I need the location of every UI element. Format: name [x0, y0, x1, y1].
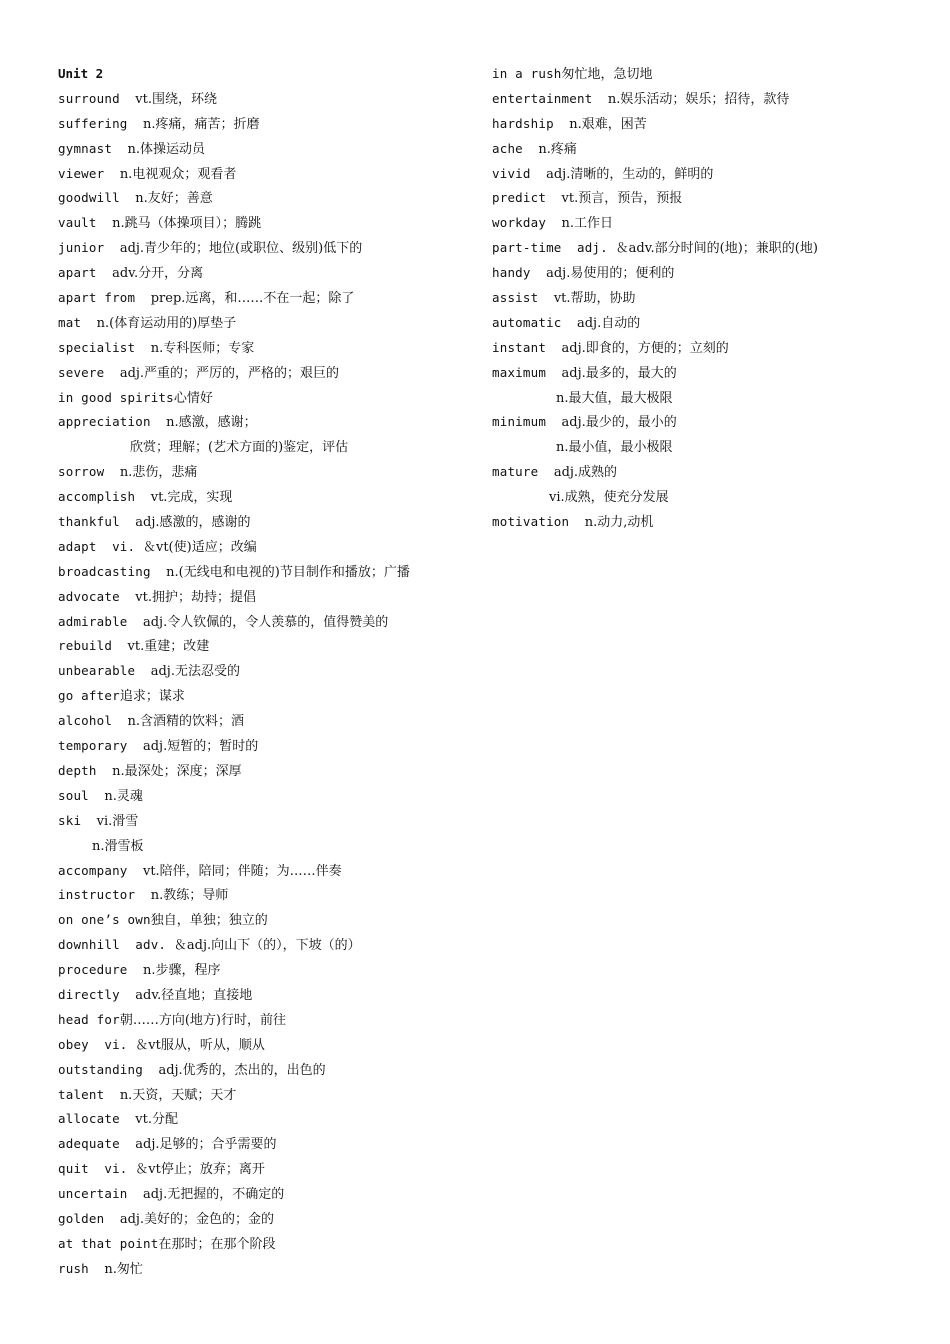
vocab-word: golden	[58, 1210, 120, 1226]
vocab-definition: adj.感激的，感谢的	[135, 515, 251, 531]
vocab-entry	[58, 759, 478, 784]
vocab-entry	[492, 435, 932, 460]
vocab-word: thankful	[58, 514, 136, 530]
vocab-definition: n.含酒精的饮料；酒	[127, 714, 245, 730]
vocab-word: vault	[58, 215, 113, 231]
vocab-definition: adj.严重的；严厉的，严格的；艰巨的	[119, 365, 340, 381]
vocab-entry	[58, 535, 478, 560]
vocab-word: advocate	[58, 588, 136, 604]
vocab-definition: vt.帮助，协助	[553, 291, 636, 307]
vocab-definition: vt.分配	[135, 1112, 178, 1128]
vocab-definition: adj.清晰的，生动的，鲜明的	[546, 166, 714, 182]
vocab-entry	[492, 361, 932, 386]
vocab-entry	[492, 62, 932, 87]
vocab-definition: vi.成熟，使充分发展	[549, 490, 669, 506]
vocab-definition: n.滑雪板	[92, 838, 144, 854]
vocab-word: downhill adv.	[58, 937, 174, 953]
vocab-entry	[58, 634, 478, 659]
vocab-word: viewer	[58, 165, 120, 181]
vocab-definition: n.工作日	[561, 216, 614, 232]
vocab-definition: n.友好；善意	[135, 191, 213, 207]
vocab-word: suffering	[58, 115, 143, 131]
vocab-word: adapt vi.	[58, 538, 143, 554]
vocab-entry	[58, 1107, 478, 1132]
vocab-definition: n.灵魂	[104, 788, 143, 804]
vocab-definition: n.感激，感谢；	[166, 415, 257, 431]
unit-title: Unit 2	[58, 66, 104, 81]
vocab-entry	[58, 137, 478, 162]
vocab-definition: 匆忙地，急切地	[561, 67, 653, 82]
vocab-word: alcohol	[58, 713, 128, 729]
vocab-entry	[58, 1008, 478, 1033]
vocab-word: instant	[492, 339, 562, 355]
vocab-word: surround	[58, 90, 136, 106]
vocab-entry	[58, 834, 478, 859]
vocab-definition: adj.最多的，最大的	[561, 365, 677, 381]
vocab-word: instructor	[58, 887, 151, 903]
vocab-entry	[58, 460, 478, 485]
vocab-entry	[492, 112, 932, 137]
vocab-entry	[58, 236, 478, 261]
vocab-entry	[58, 933, 478, 958]
vocab-word: gymnast	[58, 140, 128, 156]
vocab-word: predict	[492, 190, 562, 206]
vocab-entry	[58, 610, 478, 635]
vocab-entry	[492, 386, 932, 411]
vocab-definition: adj.无把握的，不确定的	[142, 1187, 285, 1203]
left-column	[58, 62, 478, 1282]
vocab-definition: adj.短暂的；暂时的	[142, 739, 259, 755]
vocab-word: severe	[58, 364, 120, 380]
vocab-entry	[58, 186, 478, 211]
vocab-word: accompany	[58, 862, 143, 878]
vocab-word: rebuild	[58, 638, 128, 654]
vocab-definition: n.最小值，最小极限	[556, 440, 673, 456]
vocab-entry	[58, 684, 478, 709]
vocab-definition: adv.径直地；直接地	[135, 987, 253, 1003]
vocab-definition: 追求；谋求	[119, 689, 185, 705]
vocab-definition: 在那时；在那个阶段	[158, 1236, 276, 1252]
vocab-definition: adj.令人钦佩的，令人羡慕的，值得赞美的	[142, 614, 389, 630]
vocab-word: workday	[492, 215, 562, 231]
vocab-word: depth	[58, 762, 113, 778]
vocab-definition: adj.无法忍受的	[150, 664, 240, 680]
vocab-definition: n.电视观众；观看者	[119, 166, 237, 182]
vocab-word: minimum	[492, 414, 562, 430]
vocab-definition: n.疼痛，痛苦；折磨	[142, 116, 260, 132]
vocab-entry	[492, 162, 932, 187]
vocab-entry	[492, 510, 932, 535]
vocab-definition: n.天资，天赋；天才	[119, 1087, 237, 1103]
vocab-word: accomplish	[58, 489, 151, 505]
vocab-definition: n.匆忙	[104, 1261, 143, 1277]
vocab-word: appreciation	[58, 414, 167, 430]
vocab-word: ski	[58, 812, 97, 828]
vocab-entry	[492, 336, 932, 361]
vocab-definition: n.动力,动机	[584, 515, 654, 531]
vocab-entry	[58, 386, 478, 411]
vocab-entry	[492, 460, 932, 485]
vocab-word: part-time adj.	[492, 240, 616, 256]
vocab-definition: vt.围绕，环绕	[135, 91, 217, 107]
vocab-entry	[492, 87, 932, 112]
vocab-word: outstanding	[58, 1061, 159, 1077]
vocab-entry	[58, 1083, 478, 1108]
vocab-definition: prep.远离，和……不在一起；除了	[150, 291, 355, 307]
vocab-definition: vi.滑雪	[96, 813, 139, 829]
vocab-word: apart from	[58, 290, 151, 306]
vocab-word: in good spirits	[58, 389, 174, 405]
vocab-definition: ＆vt停止；放弃；离开	[135, 1162, 265, 1178]
vocab-definition: ＆adv.部分时间的(地)；兼职的(地)	[615, 241, 818, 257]
vocab-definition: adj.成熟的	[553, 465, 618, 481]
vocab-word: entertainment	[492, 90, 608, 106]
vocab-entry	[58, 709, 478, 734]
vocab-word: go after	[58, 688, 120, 704]
vocab-word: sorrow	[58, 464, 120, 480]
vocab-definition: n.疼痛	[538, 141, 577, 157]
vocab-word: maximum	[492, 364, 562, 380]
vocab-entry	[58, 1182, 478, 1207]
vocab-entry	[58, 336, 478, 361]
vocab-word: vivid	[492, 165, 547, 181]
vocab-word: on one’s own	[58, 912, 151, 928]
vocab-entry	[58, 261, 478, 286]
vocab-definition: vt.重建；改建	[127, 639, 210, 655]
vocab-entry	[58, 361, 478, 386]
vocab-word: head for	[58, 1011, 120, 1027]
vocab-word: unbearable	[58, 663, 151, 679]
vocab-definition: adj.易使用的；便利的	[546, 266, 675, 282]
vocab-word: rush	[58, 1260, 105, 1276]
vocab-entry	[58, 859, 478, 884]
vocab-word: directly	[58, 986, 136, 1002]
vocab-word: at that point	[58, 1235, 159, 1251]
vocab-word: uncertain	[58, 1186, 143, 1202]
vocab-word: broadcasting	[58, 563, 167, 579]
vocab-entry	[492, 137, 932, 162]
vocab-entry	[58, 983, 478, 1008]
vocab-definition: adj.即食的，方便的；立刻的	[561, 340, 729, 356]
vocab-definition: n.步骤，程序	[142, 963, 221, 979]
vocab-definition: n.体操运动员	[127, 141, 206, 157]
vocab-entry	[58, 1232, 478, 1257]
vocab-word: apart	[58, 265, 113, 281]
vocab-entry	[58, 659, 478, 684]
vocab-definition: n.(体育运动用的)厚垫子	[96, 315, 237, 331]
vocab-word: assist	[492, 290, 554, 306]
vocab-entry	[492, 186, 932, 211]
vocab-entry	[58, 734, 478, 759]
right-column	[492, 62, 932, 535]
vocab-definition: ＆vt服从，听从，顺从	[135, 1037, 265, 1053]
vocab-word: handy	[492, 265, 547, 281]
vocab-entry	[58, 908, 478, 933]
vocab-word: soul	[58, 787, 105, 803]
vocab-word: obey vi.	[58, 1036, 136, 1052]
vocab-definition: ＆adj.向山下（的），下坡（的）	[173, 938, 361, 954]
vocab-word: allocate	[58, 1111, 136, 1127]
vocab-definition: 独自，单独；独立的	[150, 913, 268, 929]
vocab-definition: 心情好	[173, 390, 213, 406]
vocab-definition: n.专科医师；专家	[150, 340, 255, 356]
vocab-definition: vt.拥护；劫持；提倡	[135, 589, 256, 605]
vocab-definition: adj.最少的，最小的	[561, 415, 677, 431]
vocab-definition: ＆vt(使)适应；改编	[142, 539, 257, 555]
vocab-definition: n.(无线电和电视的)节目制作和播放；广播	[166, 564, 410, 580]
vocab-definition: n.最深处；深度；深厚	[112, 763, 242, 779]
vocab-word: hardship	[492, 115, 570, 131]
vocab-definition: 欣赏；理解；(艺术方面的)鉴定，评估	[130, 440, 349, 456]
vocab-word: temporary	[58, 738, 143, 754]
vocab-entry	[58, 112, 478, 137]
vocab-definition: adj.优秀的，杰出的，出色的	[158, 1062, 326, 1078]
vocab-entry	[58, 311, 478, 336]
vocab-entry	[58, 1033, 478, 1058]
vocab-entry	[492, 211, 932, 236]
vocab-entry	[58, 784, 478, 809]
vocab-entry	[58, 410, 478, 435]
vocab-entry	[58, 286, 478, 311]
vocab-word: procedure	[58, 962, 143, 978]
vocab-entry	[58, 809, 478, 834]
vocab-word: talent	[58, 1086, 120, 1102]
vocab-entry	[492, 236, 932, 261]
vocab-entry	[58, 162, 478, 187]
vocab-word: motivation	[492, 514, 585, 530]
vocab-definition: 朝……方向(地方)行时，前往	[119, 1012, 286, 1028]
vocab-word: mat	[58, 314, 97, 330]
vocab-word: ache	[492, 140, 539, 156]
vocab-word: automatic	[492, 314, 577, 330]
vocab-definition: n.跳马（体操项目）；腾跳	[112, 216, 262, 232]
vocab-definition: adj.自动的	[576, 315, 641, 331]
vocab-definition: n.艰难，困苦	[569, 116, 647, 132]
vocab-definition: vt.预言，预告，预报	[561, 191, 683, 207]
vocab-entry	[492, 485, 932, 510]
vocab-definition: adj.青少年的；地位(或职位、级别)低下的	[119, 241, 363, 257]
vocab-entry	[492, 311, 932, 336]
vocab-entry	[58, 1058, 478, 1083]
vocab-definition: adj.足够的；合乎需要的	[135, 1137, 277, 1153]
vocab-definition: adv.分开，分离	[112, 266, 204, 282]
vocab-entry	[58, 510, 478, 535]
vocab-definition: n.娱乐活动；娱乐；招待，款待	[607, 91, 790, 107]
vocab-entry	[492, 261, 932, 286]
vocab-entry	[58, 560, 478, 585]
vocab-entry	[492, 286, 932, 311]
vocab-definition: vt.完成，实现	[150, 490, 233, 506]
vocab-word: mature	[492, 464, 554, 480]
vocab-word: admirable	[58, 613, 143, 629]
vocab-entry	[58, 435, 478, 460]
vocab-definition: n.最大值，最大极限	[556, 390, 673, 406]
vocab-word: goodwill	[58, 190, 136, 206]
vocab-entry	[492, 410, 932, 435]
vocab-definition: n.教练；导师	[150, 888, 229, 904]
vocab-definition: vt.陪伴，陪同；伴随；为……伴奏	[142, 863, 342, 879]
vocab-word: in a rush	[492, 66, 562, 81]
vocab-definition: n.悲伤，悲痛	[119, 465, 198, 481]
vocab-entry	[58, 485, 478, 510]
vocab-word: junior	[58, 240, 120, 256]
vocab-entry	[58, 958, 478, 983]
vocab-word: quit vi.	[58, 1161, 136, 1177]
vocab-entry	[58, 1257, 478, 1282]
vocab-entry	[58, 1132, 478, 1157]
vocab-entry	[58, 585, 478, 610]
vocab-entry	[58, 1207, 478, 1232]
vocab-entry	[58, 1157, 478, 1182]
vocab-entry	[58, 87, 478, 112]
vocab-entry	[58, 211, 478, 236]
vocab-word: specialist	[58, 339, 151, 355]
vocab-entry	[58, 883, 478, 908]
vocab-word: adequate	[58, 1136, 136, 1152]
vocab-definition: adj.美好的；金色的；金的	[119, 1211, 275, 1227]
